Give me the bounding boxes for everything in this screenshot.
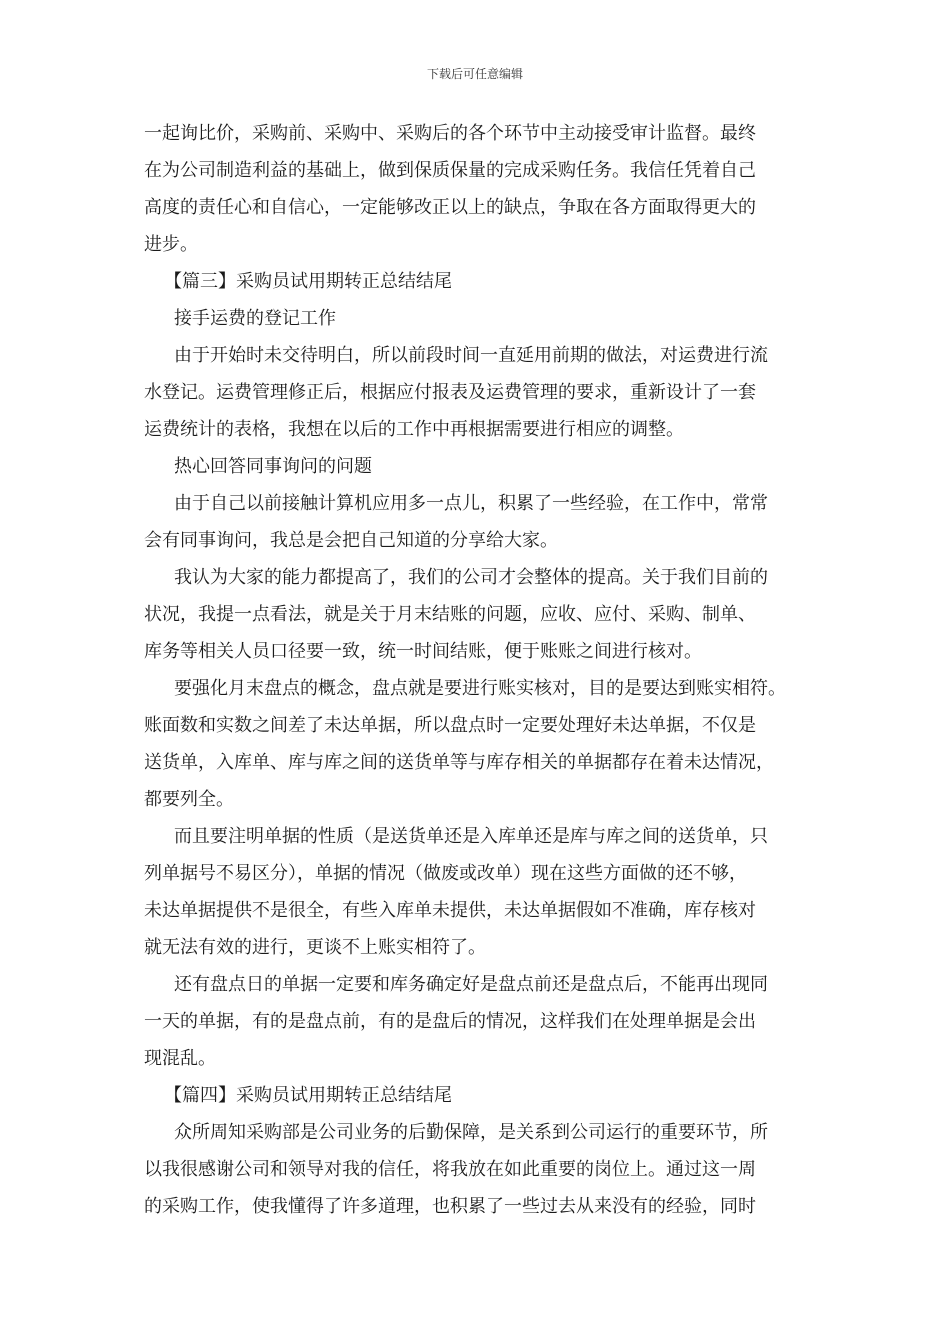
text-line: 众所周知采购部是公司业务的后勤保障，是关系到公司运行的重要环节，所 bbox=[174, 1122, 768, 1143]
subheading: 接手运费的登记工作 bbox=[174, 308, 336, 329]
text-line: 都要列全。 bbox=[144, 789, 234, 810]
text-line: 以我很感谢公司和领导对我的信任，将我放在如此重要的岗位上。通过这一周 bbox=[144, 1159, 756, 1180]
text-line: 送货单，入库单、库与库之间的送货单等与库存相关的单据都存在着未达情况， bbox=[144, 752, 774, 773]
text-line: 一起询比价，采购前、采购中、采购后的各个环节中主动接受审计监督。最终 bbox=[144, 123, 756, 144]
section-heading: 【篇四】采购员试用期转正总结结尾 bbox=[164, 1085, 452, 1106]
text-line: 未达单据提供不是很全，有些入库单未提供，未达单据假如不准确，库存核对 bbox=[144, 900, 756, 921]
text-line: 现混乱。 bbox=[144, 1048, 216, 1069]
text-line: 库务等相关人员口径要一致，统一时间结账，便于账账之间进行核对。 bbox=[144, 641, 702, 662]
text-line: 要强化月末盘点的概念，盘点就是要进行账实核对，目的是要达到账实相符。 bbox=[174, 678, 786, 699]
text-line: 账面数和实数之间差了未达单据，所以盘点时一定要处理好未达单据，不仅是 bbox=[144, 715, 756, 736]
text-line: 运费统计的表格，我想在以后的工作中再根据需要进行相应的调整。 bbox=[144, 419, 684, 440]
text-line: 状况，我提一点看法，就是关于月末结账的问题，应收、应付、采购、制单、 bbox=[144, 604, 756, 625]
text-line: 在为公司制造利益的基础上，做到保质保量的完成采购任务。我信任凭着自己 bbox=[144, 160, 756, 181]
section-heading: 【篇三】采购员试用期转正总结结尾 bbox=[164, 271, 452, 292]
text-line: 而且要注明单据的性质（是送货单还是入库单还是库与库之间的送货单，只 bbox=[174, 826, 768, 847]
text-line: 我认为大家的能力都提高了，我们的公司才会整体的提高。关于我们目前的 bbox=[174, 567, 768, 588]
text-line: 就无法有效的进行，更谈不上账实相符了。 bbox=[144, 937, 486, 958]
text-line: 高度的责任心和自信心，一定能够改正以上的缺点，争取在各方面取得更大的 bbox=[144, 197, 756, 218]
text-line: 水登记。运费管理修正后，根据应付报表及运费管理的要求，重新设计了一套 bbox=[144, 382, 756, 403]
page-header: 下载后可任意编辑 bbox=[426, 67, 523, 81]
text-line: 会有同事询问，我总是会把自己知道的分享给大家。 bbox=[144, 530, 558, 551]
text-line: 的采购工作，使我懂得了许多道理，也积累了一些过去从来没有的经验，同时 bbox=[144, 1196, 756, 1217]
subheading: 热心回答同事询问的问题 bbox=[174, 456, 372, 477]
text-line: 进步。 bbox=[144, 234, 198, 255]
text-line: 由于自己以前接触计算机应用多一点儿，积累了一些经验，在工作中，常常 bbox=[174, 493, 768, 514]
document-body bbox=[144, 115, 820, 1225]
text-line: 还有盘点日的单据一定要和库务确定好是盘点前还是盘点后，不能再出现同 bbox=[174, 974, 768, 995]
text-line: 列单据号不易区分），单据的情况（做废或改单）现在这些方面做的还不够， bbox=[144, 863, 747, 884]
text-line: 一天的单据，有的是盘点前，有的是盘后的情况，这样我们在处理单据是会出 bbox=[144, 1011, 756, 1032]
text-line: 由于开始时未交待明白，所以前段时间一直延用前期的做法，对运费进行流 bbox=[174, 345, 768, 366]
